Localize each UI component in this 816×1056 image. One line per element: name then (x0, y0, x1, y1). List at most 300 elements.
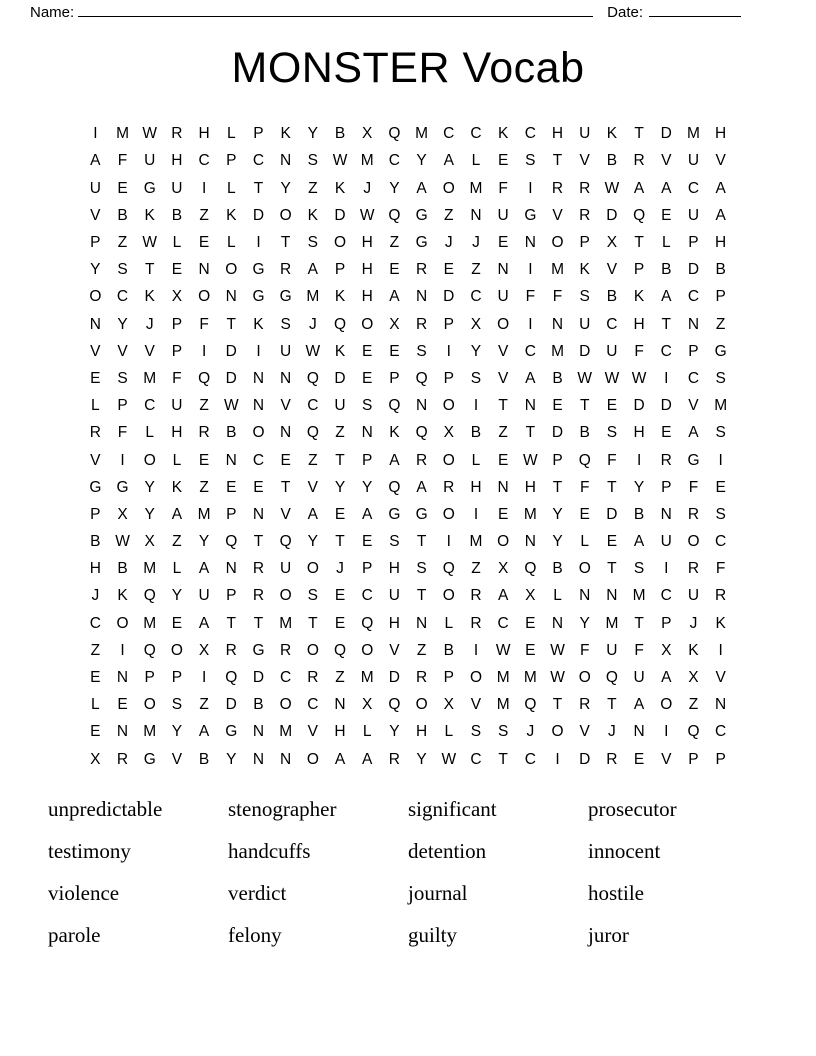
grid-cell[interactable]: C (470, 125, 482, 143)
grid-cell[interactable]: S (171, 696, 183, 714)
grid-cell[interactable]: X (688, 669, 699, 687)
grid-cell[interactable]: N (415, 397, 428, 415)
grid-cell[interactable]: V (90, 342, 101, 360)
grid-cell[interactable]: F (117, 424, 128, 442)
grid-cell[interactable]: Y (416, 152, 427, 170)
grid-cell[interactable]: M (523, 669, 537, 687)
grid-cell[interactable]: Y (307, 533, 319, 551)
grid-cell[interactable]: V (497, 369, 509, 387)
grid-cell[interactable]: Z (416, 641, 427, 659)
grid-cell[interactable]: T (253, 614, 264, 632)
grid-cell[interactable]: C (660, 342, 672, 360)
grid-cell[interactable]: V (661, 750, 672, 768)
grid-cell[interactable]: V (688, 397, 699, 415)
grid-cell[interactable]: D (225, 696, 237, 714)
grid-cell[interactable]: Q (524, 696, 537, 714)
grid-cell[interactable]: X (362, 696, 373, 714)
grid-cell[interactable]: C (687, 288, 700, 306)
grid-cell[interactable]: W (550, 669, 565, 687)
grid-cell[interactable]: H (415, 723, 428, 741)
grid-cell[interactable]: E (362, 533, 373, 551)
grid-cell[interactable]: E (715, 478, 726, 496)
grid-cell[interactable]: Q (143, 641, 156, 659)
grid-cell[interactable]: U (633, 669, 645, 687)
grid-cell[interactable]: P (253, 125, 264, 143)
grid-cell[interactable]: V (117, 342, 128, 360)
grid-cell[interactable]: Q (388, 125, 401, 143)
grid-cell[interactable]: E (171, 261, 183, 279)
grid-cell[interactable]: D (225, 342, 237, 360)
grid-cell[interactable]: E (525, 614, 536, 632)
grid-cell[interactable]: W (441, 750, 457, 768)
grid-cell[interactable]: F (525, 288, 536, 306)
grid-cell[interactable]: L (172, 451, 182, 469)
grid-cell[interactable]: U (687, 152, 700, 170)
grid-cell[interactable]: T (416, 533, 427, 551)
grid-cell[interactable]: X (443, 424, 454, 442)
grid-cell[interactable]: S (497, 723, 509, 741)
grid-cell[interactable]: O (198, 288, 211, 306)
grid-cell[interactable]: B (90, 533, 101, 551)
grid-cell[interactable]: L (226, 234, 236, 252)
grid-cell[interactable]: R (415, 315, 428, 333)
grid-cell[interactable]: F (117, 152, 128, 170)
grid-cell[interactable]: E (497, 451, 509, 469)
grid-cell[interactable]: C (470, 750, 482, 768)
grid-cell[interactable]: K (144, 288, 155, 306)
grid-cell[interactable]: W (142, 125, 158, 143)
grid-cell[interactable]: A (443, 152, 454, 170)
grid-cell[interactable]: P (117, 397, 128, 415)
grid-cell[interactable]: C (89, 614, 101, 632)
grid-cell[interactable]: Y (307, 125, 319, 143)
grid-cell[interactable]: A (389, 451, 400, 469)
grid-cell[interactable]: D (252, 206, 265, 224)
grid-cell[interactable]: U (171, 179, 183, 197)
grid-cell[interactable]: J (689, 614, 698, 632)
grid-cell[interactable]: Y (389, 723, 400, 741)
grid-cell[interactable]: B (552, 560, 563, 578)
grid-cell[interactable]: L (661, 234, 671, 252)
grid-cell[interactable]: A (362, 505, 373, 523)
grid-cell[interactable]: Y (633, 478, 645, 496)
grid-cell[interactable]: U (497, 206, 509, 224)
grid-cell[interactable]: T (525, 424, 536, 442)
grid-cell[interactable]: N (198, 261, 210, 279)
grid-cell[interactable]: Q (306, 424, 319, 442)
grid-cell[interactable]: B (633, 505, 645, 523)
grid-cell[interactable]: Z (117, 234, 128, 252)
grid-cell[interactable]: D (606, 206, 618, 224)
grid-cell[interactable]: K (117, 587, 128, 605)
grid-cell[interactable]: E (525, 641, 536, 659)
grid-cell[interactable]: M (415, 125, 429, 143)
grid-cell[interactable]: S (470, 723, 482, 741)
grid-cell[interactable]: X (90, 750, 101, 768)
grid-cell[interactable]: R (415, 669, 428, 687)
name-write-line[interactable] (78, 4, 593, 17)
grid-cell[interactable]: V (307, 478, 319, 496)
grid-cell[interactable]: A (715, 206, 726, 224)
grid-cell[interactable]: W (577, 369, 593, 387)
grid-cell[interactable]: E (633, 750, 645, 768)
grid-cell[interactable]: C (388, 152, 400, 170)
grid-cell[interactable]: P (90, 505, 101, 523)
grid-cell[interactable]: O (306, 641, 319, 659)
grid-cell[interactable]: E (606, 397, 618, 415)
grid-cell[interactable]: V (280, 505, 291, 523)
grid-cell[interactable]: V (90, 206, 101, 224)
grid-cell[interactable]: K (633, 288, 645, 306)
grid-cell[interactable]: L (226, 125, 236, 143)
grid-cell[interactable]: N (280, 369, 292, 387)
grid-cell[interactable]: J (472, 234, 480, 252)
grid-cell[interactable]: H (715, 125, 727, 143)
grid-cell[interactable]: Q (388, 397, 401, 415)
grid-cell[interactable]: Z (715, 315, 726, 333)
grid-cell[interactable]: M (143, 560, 157, 578)
grid-cell[interactable]: O (334, 234, 347, 252)
grid-cell[interactable]: N (551, 614, 564, 632)
grid-cell[interactable]: U (606, 641, 618, 659)
grid-cell[interactable]: N (687, 315, 700, 333)
grid-cell[interactable]: E (579, 505, 590, 523)
grid-cell[interactable]: E (280, 451, 291, 469)
grid-cell[interactable]: S (470, 369, 482, 387)
grid-cell[interactable]: W (604, 369, 620, 387)
grid-cell[interactable]: S (307, 234, 319, 252)
grid-cell[interactable]: J (526, 723, 535, 741)
grid-cell[interactable]: V (497, 342, 509, 360)
grid-cell[interactable]: H (361, 261, 373, 279)
grid-cell[interactable]: L (226, 179, 236, 197)
grid-cell[interactable]: T (280, 478, 291, 496)
grid-cell[interactable]: A (661, 669, 672, 687)
grid-cell[interactable]: Z (498, 424, 508, 442)
grid-cell[interactable]: K (334, 342, 346, 360)
grid-cell[interactable]: N (551, 315, 564, 333)
grid-cell[interactable]: D (388, 669, 400, 687)
grid-cell[interactable]: E (334, 505, 346, 523)
grid-cell[interactable]: Y (334, 478, 346, 496)
grid-cell[interactable]: O (143, 696, 156, 714)
grid-cell[interactable]: X (606, 234, 618, 252)
grid-cell[interactable]: V (552, 206, 563, 224)
grid-cell[interactable]: E (90, 723, 101, 741)
grid-cell[interactable]: A (633, 179, 645, 197)
grid-cell[interactable]: A (198, 614, 210, 632)
grid-cell[interactable]: S (362, 397, 373, 415)
grid-cell[interactable]: O (89, 288, 102, 306)
grid-cell[interactable]: H (89, 560, 101, 578)
grid-cell[interactable]: D (579, 342, 591, 360)
grid-cell[interactable]: H (171, 424, 183, 442)
grid-cell[interactable]: N (497, 261, 509, 279)
grid-cell[interactable]: Q (388, 478, 401, 496)
grid-cell[interactable]: D (660, 125, 672, 143)
grid-cell[interactable]: S (280, 315, 291, 333)
grid-cell[interactable]: O (116, 614, 129, 632)
grid-cell[interactable]: C (606, 315, 618, 333)
grid-cell[interactable]: R (89, 424, 101, 442)
grid-cell[interactable]: E (171, 614, 183, 632)
grid-cell[interactable]: U (89, 179, 101, 197)
grid-cell[interactable]: I (473, 397, 479, 415)
grid-cell[interactable]: M (605, 614, 619, 632)
grid-cell[interactable]: R (470, 614, 482, 632)
grid-cell[interactable]: H (388, 560, 400, 578)
grid-cell[interactable]: G (279, 288, 292, 306)
grid-cell[interactable]: C (252, 451, 265, 469)
grid-cell[interactable]: W (305, 342, 321, 360)
grid-cell[interactable]: P (443, 315, 454, 333)
grid-cell[interactable]: I (555, 750, 560, 768)
grid-cell[interactable]: W (631, 369, 647, 387)
grid-cell[interactable]: N (415, 288, 428, 306)
grid-cell[interactable]: S (525, 152, 536, 170)
grid-cell[interactable]: S (715, 505, 726, 523)
grid-cell[interactable]: G (415, 206, 428, 224)
grid-cell[interactable]: G (415, 234, 428, 252)
grid-cell[interactable]: E (117, 179, 128, 197)
grid-cell[interactable]: N (334, 696, 346, 714)
grid-cell[interactable]: T (253, 533, 264, 551)
grid-cell[interactable]: Y (144, 478, 155, 496)
grid-cell[interactable]: T (607, 696, 617, 714)
grid-cell[interactable]: R (633, 152, 645, 170)
grid-cell[interactable]: R (551, 179, 564, 197)
grid-cell[interactable]: H (171, 152, 183, 170)
grid-cell[interactable]: A (307, 505, 319, 523)
grid-cell[interactable]: A (661, 288, 672, 306)
grid-cell[interactable]: D (334, 206, 346, 224)
grid-cell[interactable]: C (524, 750, 536, 768)
grid-cell[interactable]: U (280, 560, 292, 578)
grid-cell[interactable]: O (306, 750, 319, 768)
grid-cell[interactable]: S (633, 560, 645, 578)
grid-cell[interactable]: J (308, 315, 317, 333)
grid-cell[interactable]: T (552, 478, 563, 496)
grid-cell[interactable]: Y (579, 614, 590, 632)
grid-cell[interactable]: C (524, 125, 536, 143)
grid-cell[interactable]: F (552, 288, 563, 306)
grid-cell[interactable]: O (361, 315, 374, 333)
grid-cell[interactable]: D (660, 397, 672, 415)
grid-cell[interactable]: Q (334, 641, 347, 659)
grid-cell[interactable]: T (579, 397, 590, 415)
grid-cell[interactable]: C (116, 288, 129, 306)
grid-cell[interactable]: R (606, 750, 618, 768)
grid-cell[interactable]: G (687, 451, 700, 469)
grid-cell[interactable]: I (636, 451, 642, 469)
grid-cell[interactable]: Z (444, 206, 454, 224)
grid-cell[interactable]: E (253, 478, 264, 496)
grid-cell[interactable]: R (715, 587, 727, 605)
grid-cell[interactable]: I (120, 451, 125, 469)
grid-cell[interactable]: M (143, 723, 157, 741)
grid-cell[interactable]: A (715, 179, 726, 197)
grid-cell[interactable]: F (498, 179, 508, 197)
grid-cell[interactable]: W (223, 397, 239, 415)
grid-cell[interactable]: N (252, 723, 265, 741)
grid-cell[interactable]: L (172, 560, 182, 578)
grid-cell[interactable]: G (388, 505, 401, 523)
grid-cell[interactable]: K (226, 206, 237, 224)
grid-cell[interactable]: F (579, 641, 590, 659)
grid-cell[interactable]: Z (199, 696, 209, 714)
grid-cell[interactable]: T (498, 750, 508, 768)
grid-cell[interactable]: R (252, 560, 265, 578)
grid-cell[interactable]: U (606, 342, 618, 360)
grid-cell[interactable]: U (334, 397, 346, 415)
grid-cell[interactable]: P (171, 669, 183, 687)
grid-cell[interactable]: R (687, 560, 700, 578)
grid-cell[interactable]: T (335, 533, 345, 551)
grid-cell[interactable]: N (524, 533, 536, 551)
grid-cell[interactable]: O (442, 397, 455, 415)
grid-cell[interactable]: H (198, 125, 210, 143)
grid-cell[interactable]: Q (415, 369, 428, 387)
grid-cell[interactable]: O (361, 641, 374, 659)
grid-cell[interactable]: Y (389, 179, 400, 197)
grid-cell[interactable]: X (144, 533, 155, 551)
grid-cell[interactable]: K (688, 641, 699, 659)
grid-cell[interactable]: T (607, 478, 617, 496)
grid-cell[interactable]: M (279, 723, 293, 741)
grid-cell[interactable]: I (201, 669, 207, 687)
grid-cell[interactable]: Z (308, 451, 318, 469)
grid-cell[interactable]: M (143, 369, 157, 387)
grid-cell[interactable]: T (335, 451, 345, 469)
grid-cell[interactable]: W (142, 234, 158, 252)
grid-cell[interactable]: O (469, 669, 482, 687)
grid-cell[interactable]: J (444, 234, 453, 252)
grid-cell[interactable]: P (552, 451, 563, 469)
grid-cell[interactable]: O (252, 424, 265, 442)
grid-cell[interactable]: A (389, 288, 400, 306)
grid-cell[interactable]: H (361, 288, 373, 306)
grid-cell[interactable]: C (307, 397, 319, 415)
grid-cell[interactable]: N (280, 750, 292, 768)
grid-cell[interactable]: M (197, 505, 211, 523)
grid-cell[interactable]: S (606, 424, 618, 442)
grid-cell[interactable]: Z (471, 261, 481, 279)
grid-cell[interactable]: W (523, 451, 538, 469)
grid-cell[interactable]: F (634, 342, 644, 360)
grid-cell[interactable]: T (280, 234, 291, 252)
grid-cell[interactable]: Q (388, 696, 401, 714)
grid-cell[interactable]: L (444, 723, 454, 741)
grid-cell[interactable]: Y (362, 478, 373, 496)
grid-cell[interactable]: E (661, 424, 672, 442)
grid-cell[interactable]: Q (225, 669, 238, 687)
grid-cell[interactable]: Y (552, 533, 563, 551)
grid-cell[interactable]: V (280, 397, 291, 415)
grid-cell[interactable]: K (334, 288, 346, 306)
grid-cell[interactable]: Q (633, 206, 646, 224)
grid-cell[interactable]: G (252, 261, 265, 279)
grid-cell[interactable]: H (334, 723, 346, 741)
grid-cell[interactable]: P (579, 234, 590, 252)
grid-cell[interactable]: P (144, 669, 155, 687)
grid-cell[interactable]: X (661, 641, 672, 659)
grid-cell[interactable]: O (306, 560, 319, 578)
grid-cell[interactable]: O (497, 315, 510, 333)
grid-cell[interactable]: R (660, 451, 672, 469)
grid-cell[interactable]: O (279, 206, 292, 224)
grid-cell[interactable]: T (634, 234, 644, 252)
grid-cell[interactable]: O (225, 261, 238, 279)
grid-cell[interactable]: W (359, 206, 375, 224)
grid-cell[interactable]: O (551, 234, 564, 252)
grid-cell[interactable]: X (443, 696, 454, 714)
grid-cell[interactable]: P (688, 342, 699, 360)
grid-cell[interactable]: I (473, 505, 479, 523)
grid-cell[interactable]: J (608, 723, 616, 741)
grid-cell[interactable]: G (116, 478, 129, 496)
grid-cell[interactable]: U (579, 125, 591, 143)
grid-cell[interactable]: T (144, 261, 155, 279)
grid-cell[interactable]: S (307, 587, 319, 605)
grid-cell[interactable]: Z (172, 533, 182, 551)
grid-cell[interactable]: R (198, 424, 210, 442)
grid-cell[interactable]: P (633, 261, 645, 279)
grid-cell[interactable]: S (389, 533, 400, 551)
grid-cell[interactable]: Y (144, 505, 155, 523)
grid-cell[interactable]: M (523, 505, 537, 523)
grid-cell[interactable]: C (660, 587, 672, 605)
grid-cell[interactable]: S (416, 560, 427, 578)
grid-cell[interactable]: H (524, 478, 536, 496)
date-write-line[interactable] (649, 4, 741, 17)
grid-cell[interactable]: D (225, 369, 237, 387)
grid-cell[interactable]: X (362, 125, 373, 143)
grid-cell[interactable]: B (171, 206, 183, 224)
grid-cell[interactable]: C (470, 288, 482, 306)
grid-cell[interactable]: G (524, 206, 537, 224)
grid-cell[interactable]: X (171, 288, 183, 306)
grid-cell[interactable]: L (172, 234, 182, 252)
grid-cell[interactable]: T (634, 125, 644, 143)
grid-cell[interactable]: N (660, 505, 672, 523)
grid-cell[interactable]: J (336, 560, 344, 578)
grid-cell[interactable]: I (473, 641, 479, 659)
grid-cell[interactable]: M (360, 669, 374, 687)
grid-cell[interactable]: N (579, 587, 591, 605)
grid-cell[interactable]: P (661, 614, 672, 632)
grid-cell[interactable]: K (606, 125, 618, 143)
grid-cell[interactable]: P (688, 234, 699, 252)
grid-cell[interactable]: E (198, 451, 210, 469)
grid-cell[interactable]: Q (279, 533, 292, 551)
grid-cell[interactable]: Q (687, 723, 700, 741)
grid-cell[interactable]: F (607, 451, 617, 469)
grid-cell[interactable]: H (633, 315, 645, 333)
grid-cell[interactable]: O (442, 587, 455, 605)
grid-cell[interactable]: U (171, 397, 183, 415)
grid-cell[interactable]: E (497, 505, 509, 523)
grid-cell[interactable]: O (442, 505, 455, 523)
grid-cell[interactable]: N (415, 614, 428, 632)
grid-cell[interactable]: R (470, 587, 482, 605)
grid-cell[interactable]: W (495, 641, 511, 659)
grid-cell[interactable]: X (389, 315, 400, 333)
grid-cell[interactable]: M (306, 288, 320, 306)
grid-cell[interactable]: I (664, 560, 669, 578)
grid-cell[interactable]: W (550, 641, 565, 659)
grid-cell[interactable]: P (226, 587, 237, 605)
grid-cell[interactable]: A (362, 750, 373, 768)
